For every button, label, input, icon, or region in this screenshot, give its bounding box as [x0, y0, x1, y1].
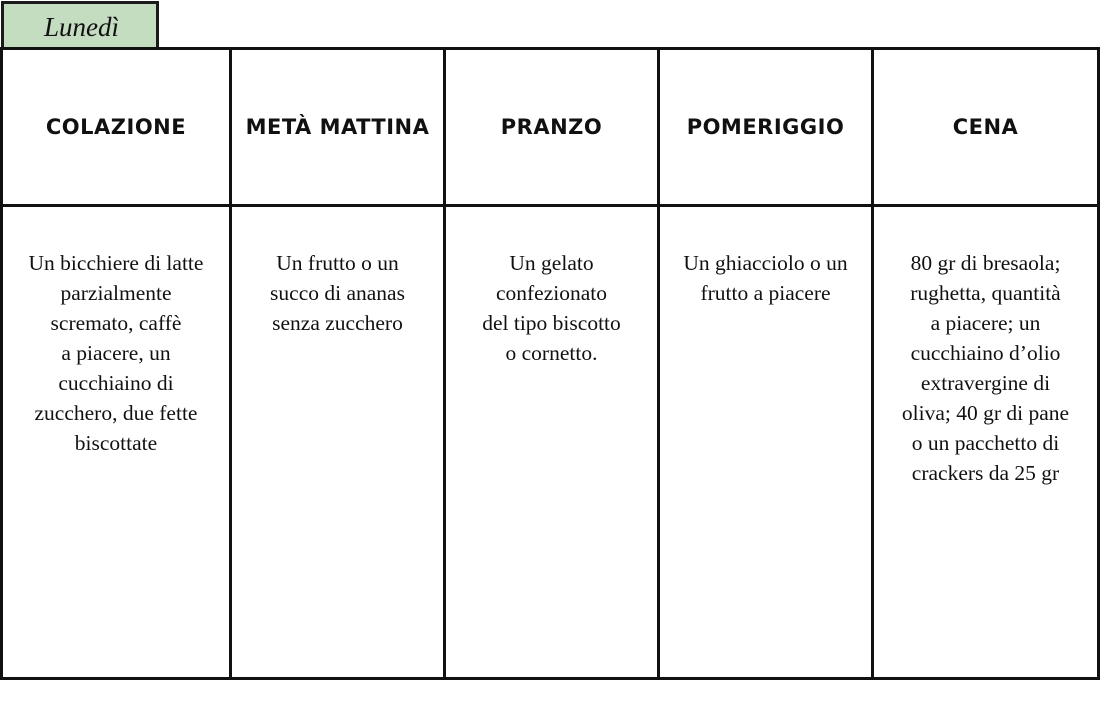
header-pomeriggio: POMERIGGIO — [686, 115, 845, 139]
header-cena: CENA — [952, 115, 1019, 139]
cell-meta-mattina: Un frutto o un succo di ananas senza zucchero — [270, 251, 405, 335]
header-meta-mattina: METÀ MATTINA — [245, 115, 430, 139]
header-pranzo: PRANZO — [500, 115, 603, 139]
cell-pomeriggio: Un ghiacciolo o un frutto a piacere — [683, 251, 848, 305]
header-divider — [3, 204, 1097, 207]
cell-pranzo: Un gelato confezionato del tipo biscotto o cornetto. — [482, 251, 621, 365]
meal-plan-table — [0, 47, 1100, 680]
header-colazione: COLAZIONE — [45, 115, 187, 139]
cell-colazione: Un bicchiere di latte parzialmente scremato, caffè a piacere, un cucchiaino di zucchero, due fette biscottate — [28, 251, 204, 455]
cell-cena: 80 gr di bresaola; rughetta, quantità a piacere; un cucchiaino d’olio extravergine di oliva; 40 gr di pane o un pacchetto di crackers da 25 gr — [901, 251, 1070, 485]
day-tab: Lunedì — [1, 1, 159, 47]
